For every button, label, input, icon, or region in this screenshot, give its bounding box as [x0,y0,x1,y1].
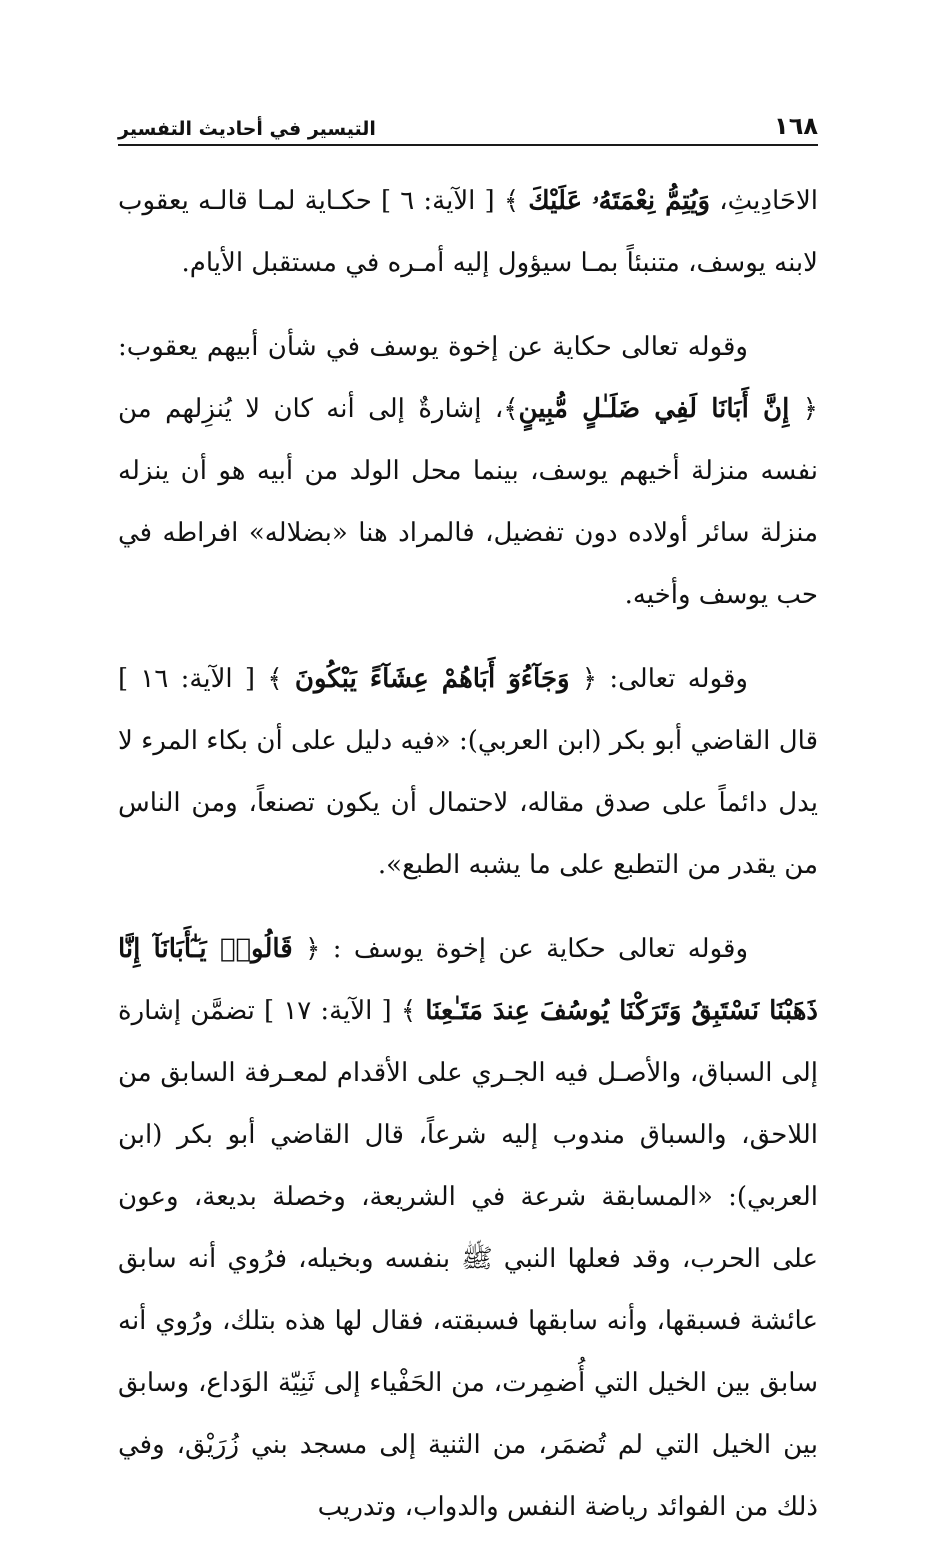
text-segment: ﴾ [391,996,426,1026]
text-segment: وقوله تعالى حكاية عن إخوة يوسف في شأن أبيهم يعقوب: ﴿ [118,332,818,424]
page-number: ١٦٨ [774,112,818,140]
text-segment: ﴾ [255,664,295,694]
paragraph [118,648,818,896]
paragraph [118,316,818,626]
quran-verse: وَيُتِمُّ نِعْمَتَهُۥ عَلَيْكَ [528,186,711,216]
text-segment: وقوله تعالى: ﴿ [569,664,748,694]
text-segment: ﴾ [494,186,529,216]
paragraph [118,170,818,294]
quran-verse: وَجَآءُوٓ أَبَاهُمْ عِشَآءً يَبْكُونَ [294,664,570,694]
verse-reference: [ الآية: ٦ ] [380,186,495,216]
text-segment: ﴾، إشارةٌ إلى أنه كان لا يُنزِلهم من نفسه منزلة أخيهم يوسف، بينما محل الولد من أبيه هو أن ينزله منزلة سائر أولاده دون تفضيل، فالمراد هنا «بضلاله» افراطه في حب يوسف وأخيه. [118,394,818,610]
text-segment: وقوله تعالى حكاية عن إخوة يوسف : ﴿ [292,934,748,964]
quran-verse: قَالُوا۟ يَـٰٓأَبَانَآ إِنَّا ذَهَبْنَا نَسْتَبِقُ وَتَرَكْنَا يُوسُفَ عِندَ مَتَـٰعِنَا [118,934,818,1026]
verse-reference: [ الآية: ١٦ ] [118,664,256,694]
book-title: التيسير في أحاديث التفسير [118,118,376,140]
body-text [118,170,818,1560]
text-segment: قال القاضي أبو بكر (ابن العربي): «فيه دليل على أن بكاء المرء لا يدل دائماً على صدق مقاله، لاحتمال أن يكون تصنعاً، ومن الناس من يقدر من التطبع على ما يشبه الطبع». [118,726,818,880]
text-segment: تضمَّن إشارة إلى السباق، والأصـل فيه الجـري على الأقدام لمعـرفة السابق من اللاحق، والسباق مندوب إليه شرعاً، قال القاضي أبو بكر (ابن العربي): «المسابقة شرعة في الشريعة، وخصلة بديعة، وعون على الحرب، وقد فعلها النبي ﷺ بنفسه وبخيله، فرُوي أنه سابق عائشة فسبقها، وأنه سابقها فسبقته، فقال لها هذه بتلك، ورُوي أنه سابق بين الخيل التي أُضمِرت، من الحَفْياء إلى ثَنِيّة الوَداع، وسابق بين الخيل التي لم تُضمَر، من الثنية إلى مسجد بني زُرَيْق، وفي ذلك من الفوائد رياضة النفس والدواب، وتدريب [118,996,818,1522]
quran-verse: إِنَّ أَبَانَا لَفِي ضَلَـٰلٍ مُّبِينٍ [518,394,790,424]
paragraph [118,918,818,1538]
text-segment: الاحَادِيثِ، [710,186,819,216]
running-header [118,100,818,146]
text-segment: حكـاية لمـا قالـه يعقوب لابنه يوسف، متنبئاً بمـا سيؤول إليه أمـره في مستقبل الأيام. [118,186,818,278]
verse-reference: [ الآية: ١٧ ] [264,996,392,1026]
